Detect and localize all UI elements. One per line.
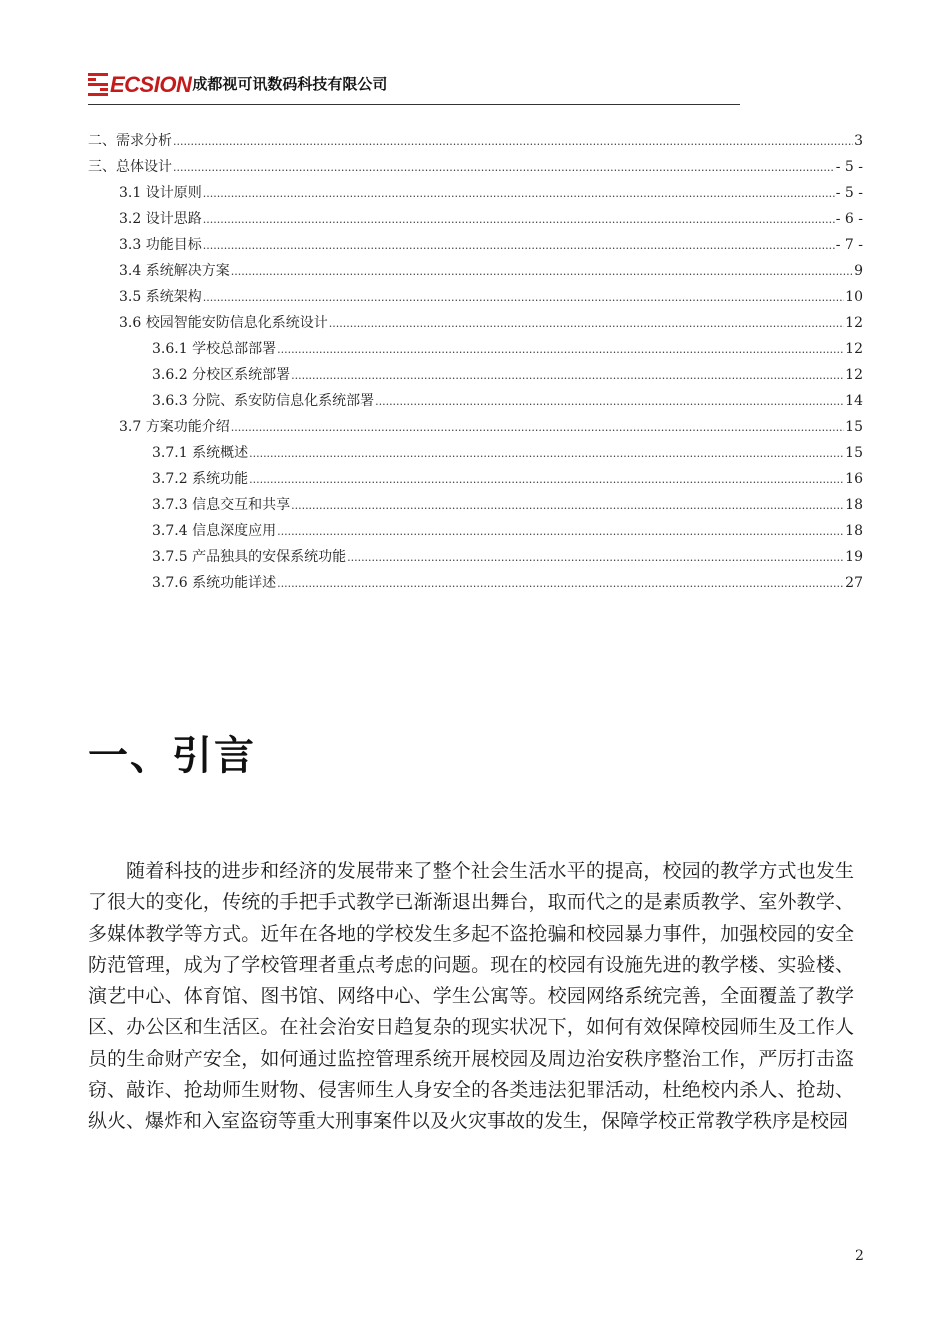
toc-entry[interactable] [88,284,863,310]
toc-entry-title: 3.7.1 系统概述 [152,445,249,461]
toc-dot-leader [203,181,835,207]
toc-entry[interactable] [88,232,863,258]
toc-entry-page: 12 [845,315,863,331]
toc-entry-page: - 5 - [835,159,863,175]
toc-entry[interactable] [88,336,863,362]
toc-entry-title: 3.7.6 系统功能详述 [152,575,277,591]
toc-entry[interactable] [88,570,863,596]
company-logo [88,68,387,98]
logo-text: ECSION [110,72,192,97]
header-divider [88,104,740,105]
toc-dot-leader [203,207,835,233]
toc-entry[interactable] [88,440,863,466]
toc-entry-page: 27 [845,575,863,591]
toc-entry-page: 16 [845,471,863,487]
toc-entry-title: 3.4 系统解决方案 [119,263,230,279]
toc-dot-leader [329,311,844,337]
toc-entry-title: 3.6.1 学校总部部署 [152,341,277,357]
toc-dot-leader [249,441,844,467]
toc-entry-page: 10 [845,289,863,305]
toc-entry-page: 15 [845,419,863,435]
toc-dot-leader [291,363,844,389]
toc-entry-title: 3.7.3 信息交互和共享 [152,497,291,513]
toc-entry[interactable] [88,154,863,180]
company-name: 成都视可讯数码科技有限公司 [192,76,388,93]
intro-paragraph: 随着科技的进步和经济的发展带来了整个社会生活水平的提高，校园的教学方式也发生了很大的变化，传统的手把手式教学已渐渐退出舞台，取而代之的是素质教学、室外教学、多媒体教学等方式。近年在各地的学校发生多起不盗抢骗和校园暴力事件，加强校园的安全防范管理，成为了学校管理者重点考虑的问题。现在的校园有设施先进的教学楼、实验楼、演艺中心、体育馆、图书馆、网络中心、学生公寓等。校园网络系统完善，全面覆盖了教学区、办公区和生活区。在社会治安日趋复杂的现实状况下，如何有效保障校园师生及工作人员的生命财产安全，如何通过监控管理系统开展校园及周边治安秩序整治工作，严厉打击盗窃、敲诈、抢劫师生财物、侵害师生人身安全的各类违法犯罪活动，杜绝校内杀人、抢劫、纵火、爆炸和入室盗窃等重大刑事案件以及火灾事故的发生，保障学校正常教学秩序是校园 [88,860,854,1133]
toc-entry[interactable] [88,362,863,388]
toc-entry-page: 15 [845,445,863,461]
toc-dot-leader [173,129,853,155]
toc-entry[interactable] [88,180,863,206]
toc-entry-page: 12 [845,341,863,357]
toc-dot-leader [277,571,844,597]
toc-dot-leader [277,337,844,363]
toc-entry-title: 3.7.2 系统功能 [152,471,249,487]
toc-entry[interactable] [88,388,863,414]
toc-entry[interactable] [88,414,863,440]
toc-entry[interactable] [88,258,863,284]
toc-entry-title: 三、总体设计 [88,159,172,175]
toc-entry-title: 3.7 方案功能介绍 [119,419,230,435]
toc-dot-leader [375,389,844,415]
toc-entry-page: 12 [845,367,863,383]
toc-dot-leader [231,415,844,441]
logo-s-icon [88,72,110,98]
toc-dot-leader [291,493,844,519]
toc-dot-leader [249,467,844,493]
toc-entry[interactable] [88,492,863,518]
toc-entry-title: 3.6.3 分院、系安防信息化系统部署 [152,393,375,409]
toc-dot-leader [277,519,844,545]
toc-dot-leader [173,155,835,181]
toc-entry-title: 3.3 功能目标 [119,237,202,253]
toc-entry-page: - 5 - [835,185,863,201]
toc-entry[interactable] [88,128,863,154]
toc-entry-page: - 6 - [835,211,863,227]
toc-entry-page: 18 [845,497,863,513]
toc-dot-leader [203,285,844,311]
toc-entry-title: 3.7.4 信息深度应用 [152,523,277,539]
toc-entry[interactable] [88,544,863,570]
toc-entry-page: 14 [845,393,863,409]
toc-entry-page: 19 [845,549,863,565]
toc-entry[interactable] [88,310,863,336]
toc-entry-title: 3.6.2 分校区系统部署 [152,367,291,383]
toc-entry-title: 3.6 校园智能安防信息化系统设计 [119,315,328,331]
toc-entry-page: 18 [845,523,863,539]
page-header [88,66,740,108]
toc-entry-title: 3.1 设计原则 [119,185,202,201]
toc-dot-leader [231,259,853,285]
table-of-contents [88,128,863,596]
toc-dot-leader [203,233,835,259]
toc-entry-page: 9 [854,263,863,279]
toc-entry-page: - 7 - [835,237,863,253]
toc-entry[interactable] [88,206,863,232]
section-heading: 一、引言 [88,733,256,779]
page-number: 2 [855,1248,864,1264]
toc-entry[interactable] [88,518,863,544]
toc-entry[interactable] [88,466,863,492]
toc-entry-title: 3.5 系统架构 [119,289,202,305]
toc-entry-title: 3.7.5 产品独具的安保系统功能 [152,549,347,565]
toc-entry-title: 3.2 设计思路 [119,211,202,227]
toc-entry-page: 3 [854,133,863,149]
toc-dot-leader [347,545,844,571]
toc-entry-title: 二、需求分析 [88,133,172,149]
